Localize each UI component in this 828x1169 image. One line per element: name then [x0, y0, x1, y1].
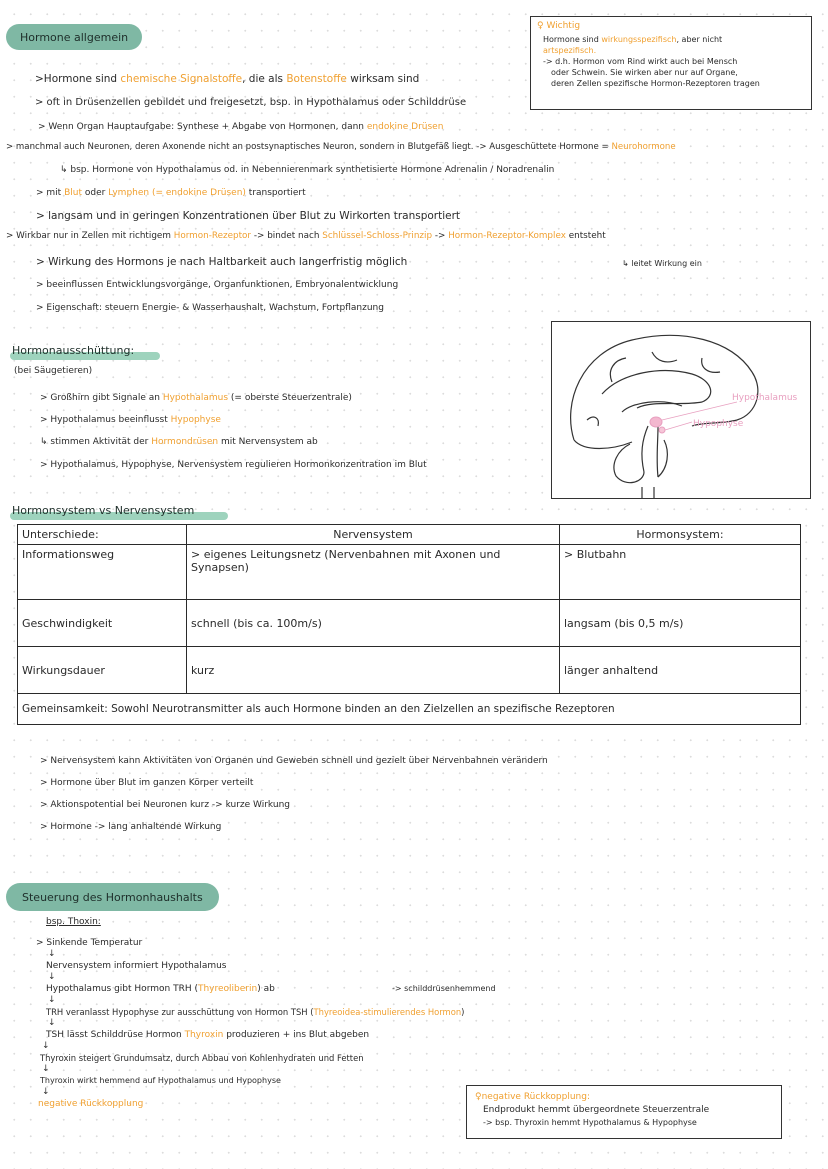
highlight-schluessel-schloss: Schlüssel-Schloss-Prinzip	[322, 231, 433, 241]
text: > manchmal auch Neuronen, deren Axonende nicht an postsynaptisches Neuron, sondern in Blutgefäß liegt. -> Ausgeschüttete Hormone =	[6, 142, 612, 152]
line-signalstoffe	[35, 73, 419, 86]
text: Hormone sind	[543, 35, 602, 44]
section-title-hormonsystem-vs-nervensystem: Hormonsystem vs Nervensystem	[12, 504, 195, 517]
text: (= oberste Steuerzentrale)	[228, 393, 352, 403]
text: mit Nervensystem ab	[218, 437, 318, 447]
wichtig-line5: deren Zellen spezifische Hormon-Rezeptoren tragen	[551, 79, 760, 88]
section-title-hormone-allgemein	[6, 24, 142, 50]
section-title-hormonausschuettung: Hormonausschüttung:	[12, 344, 135, 357]
arrow-down-icon: ↓	[48, 972, 56, 982]
highlight-tsh-name: Thyreoidea-stimulierendes Hormon	[313, 1007, 462, 1017]
step-6: Thyroxin steigert Grundumsatz, durch Abbau von Kohlenhydraten und Fetten	[40, 1053, 364, 1063]
highlight-endokine-druesen: endokine Drüsen	[366, 122, 444, 132]
row-label: Wirkungsdauer	[18, 647, 187, 694]
step-5	[46, 1030, 369, 1041]
line-wirkung-hormon: > Wirkung des Hormons je nach Haltbarkeit auch langerfristig möglich	[36, 256, 408, 268]
negative-rueckkopplung-box	[466, 1085, 782, 1139]
line-wirkbar	[6, 231, 606, 242]
section-title-text: Hormone allgemein	[20, 30, 129, 44]
wichtig-line2: artspezifisch.	[543, 46, 597, 55]
text: entsteht	[565, 231, 606, 241]
arrow-down-icon: ↓	[48, 995, 56, 1005]
highlight-neurohormone: Neurohormone	[611, 142, 676, 152]
text: transportiert	[245, 188, 306, 198]
header-cell: Nervensystem	[187, 525, 560, 545]
text: )	[461, 1007, 465, 1017]
text: > Großhirn gibt Signale an	[40, 393, 163, 403]
text: produzieren + ins Blut abgeben	[223, 1030, 370, 1040]
step-7: Thyroxin wirkt hemmend auf Hypothalamus und Hypophyse	[40, 1076, 281, 1085]
highlight-rezeptor-komplex: Hormon-Rezeptor-Komplex	[448, 231, 566, 241]
arrow-down-icon: ↓	[48, 1018, 56, 1028]
table-row	[18, 600, 801, 647]
neg-box-line1: Endprodukt hemmt übergeordnete Steuerzentrale	[483, 1105, 710, 1115]
text: > Hypothalamus beeinflusst	[40, 415, 171, 425]
row-cell: > Blutbahn	[560, 545, 801, 600]
text: -> bindet nach	[251, 231, 323, 241]
note-line: > Hormone über Blut im ganzen Körper verteilt	[40, 778, 254, 788]
text: TSH lässt Schilddrüse Hormon	[46, 1030, 185, 1040]
note-line: > Hormone -> lang anhaltende Wirkung	[40, 822, 222, 832]
line-neurohormone	[6, 142, 676, 153]
row-cell: kurz	[187, 647, 560, 694]
text: , die als	[242, 73, 287, 85]
step-1: > Sinkende Temperatur	[36, 938, 143, 948]
line-langsam: > langsam und in geringen Konzentrationen über Blut zu Wirkorten transportiert	[36, 210, 461, 222]
section-title-steuerung	[6, 883, 219, 911]
example-label: bsp. Thoxin:	[46, 917, 101, 927]
note-schilddruesenhemmend: -> schilddrüsenhemmend	[392, 984, 496, 993]
text: ) ab	[257, 984, 275, 994]
line-leitet-wirkung: ↳ leitet Wirkung ein	[622, 259, 702, 268]
highlight-hormon-rezeptor: Hormon-Rezeptor	[173, 231, 252, 241]
arrow-down-icon: ↓	[42, 1041, 50, 1051]
row-label: Geschwindigkeit	[18, 600, 187, 647]
neg-box-title-text: negative Rückkopplung:	[481, 1092, 591, 1102]
arrow-down-icon: ↓	[42, 1087, 50, 1097]
line-stimmen	[40, 437, 318, 448]
highlight-botenstoffe: Botenstoffe	[286, 73, 347, 85]
text: ->	[432, 231, 449, 241]
text: TRH veranlasst Hypophyse zur ausschüttung von Hormon TSH (	[46, 1007, 314, 1017]
arrow-down-icon: ↓	[42, 1064, 50, 1074]
wichtig-title-text: Wichtig	[546, 21, 581, 31]
table-row	[18, 647, 801, 694]
neg-box-line2: -> bsp. Thyroxin hemmt Hypothalamus & Hypophyse	[483, 1118, 697, 1127]
highlight-thyroxin: Thyroxin	[184, 1030, 224, 1040]
line-druesenzellen: > oft in Drüsenzellen gebildet und freigesetzt, bsp. in Hypothalamus oder Schilddrüse	[35, 97, 467, 108]
brain-drawing	[552, 322, 810, 498]
neg-box-title	[475, 1092, 590, 1103]
text: > Wirkbar nur in Zellen mit richtigem	[6, 231, 174, 241]
table-header-row	[18, 525, 801, 545]
row-cell: > eigenes Leitungsnetz (Nervenbahnen mit Axonen und Synapsen)	[187, 545, 560, 600]
brain-figure	[551, 321, 811, 499]
text: ↳ stimmen Aktivität der	[40, 437, 152, 447]
line-regulieren: > Hypothalamus, Hypophyse, Nervensystem regulieren Hormonkonzentration im Blut	[40, 460, 427, 470]
table-row	[18, 545, 801, 600]
row-cell: schnell (bis ca. 100m/s)	[187, 600, 560, 647]
label-hypophyse: Hypophyse	[693, 419, 744, 429]
common-cell: Gemeinsamkeit: Sowohl Neurotransmitter als auch Hormone binden an den Zielzellen an spezifische Rezeptoren	[18, 694, 801, 725]
highlight-thyreoliberin: Thyreoliberin	[197, 984, 258, 994]
comparison-table	[17, 524, 801, 725]
wichtig-title	[537, 21, 580, 32]
highlight-hypothalamus: Hypothalamus	[162, 393, 229, 403]
header-cell: Unterschiede:	[18, 525, 187, 545]
text: > mit	[36, 188, 65, 198]
line-eigenschaft: > Eigenschaft: steuern Energie- & Wasserhaushalt, Wachstum, Fortpflanzung	[36, 303, 384, 313]
line-beeinflussen: > beeinflussen Entwicklungsvorgänge, Organfunktionen, Embryonalentwicklung	[36, 280, 399, 290]
text: oder	[81, 188, 109, 198]
step-2: Nervensystem informiert Hypothalamus	[46, 961, 227, 971]
header-cell: Hormonsystem:	[560, 525, 801, 545]
text: , aber nicht	[676, 35, 723, 44]
wichtig-line3: -> d.h. Hormon vom Rind wirkt auch bei Mensch	[543, 57, 738, 66]
line-bsp-hormone: ↳ bsp. Hormone von Hypothalamus od. in Nebennierenmark synthetisierte Hormone Adrenalin / Noradrenalin	[60, 165, 555, 175]
highlight-blut: Blut	[64, 188, 82, 198]
wichtig-line1	[543, 35, 722, 45]
highlight-hormondruesen: Hormondrüsen	[151, 437, 219, 447]
step-8: negative Rückkopplung	[38, 1099, 144, 1109]
wichtig-box	[530, 16, 812, 110]
line-endokrine-druesen	[38, 122, 443, 133]
line-transport	[36, 188, 306, 199]
section-title-text: Steuerung des Hormonhaushalts	[22, 890, 203, 904]
highlight-chemische-signalstoffe: chemische Signalstoffe	[120, 73, 243, 85]
arrow-down-icon: ↓	[48, 949, 56, 959]
line-hypothalamus-beeinflusst	[40, 415, 221, 426]
highlight-lymphen: Lymphen (= endokine Drüsen)	[108, 188, 246, 198]
line-grosshirn	[40, 393, 352, 404]
text: Hypothalamus gibt Hormon TRH (	[46, 984, 198, 994]
wichtig-line4: oder Schwein. Sie wirken aber nur auf Organe,	[551, 68, 738, 77]
row-cell: langsam (bis 0,5 m/s)	[560, 600, 801, 647]
label-hypothalamus: Hypothalamus	[732, 393, 798, 403]
bulb-icon: ♀	[475, 1092, 482, 1102]
step-4	[46, 1007, 464, 1017]
step-3	[46, 984, 275, 995]
table-common-row	[18, 694, 801, 725]
text: >Hormone sind	[35, 73, 121, 85]
text: > Wenn Organ Hauptaufgabe: Synthese + Abgabe von Hormonen, dann	[38, 122, 367, 132]
note-line: > Aktionspotential bei Neuronen kurz -> kurze Wirkung	[40, 800, 290, 810]
highlight-wirkungsspezifisch: wirkungsspezifisch	[601, 35, 677, 44]
sub-saeugetiere: (bei Säugetieren)	[14, 366, 93, 376]
bulb-icon: ♀	[537, 21, 547, 31]
text: wirksam sind	[346, 73, 420, 85]
highlight-hypophyse: Hypophyse	[170, 415, 221, 425]
row-label: Informationsweg	[18, 545, 187, 600]
note-line: > Nervensystem kann Aktivitäten von Organen und Geweben schnell und gezielt über Nervenbahnen verändern	[40, 756, 548, 766]
row-cell: länger anhaltend	[560, 647, 801, 694]
